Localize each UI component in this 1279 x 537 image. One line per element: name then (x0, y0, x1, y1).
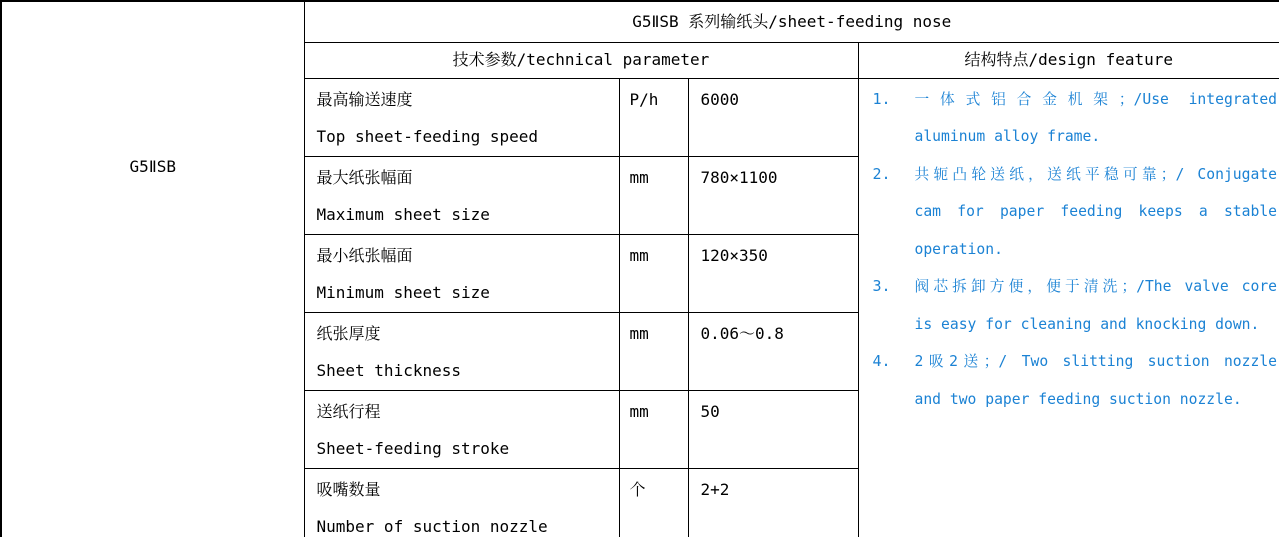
feature-text (915, 81, 1278, 156)
feature-line: aluminum alloy frame. (914, 128, 1101, 145)
param-value: 2+2 (688, 468, 858, 537)
feature-text (915, 156, 1278, 269)
param-unit: 个 (619, 468, 688, 537)
param-value: 780×1100 (688, 156, 858, 234)
param-name-cell (304, 390, 619, 468)
param-name-cn: 吸嘴数量 (316, 479, 381, 499)
feature-text (915, 268, 1278, 343)
model-cell (1, 1, 304, 537)
feature-number: 4. (872, 352, 891, 370)
parameters-column-header: 技术参数/technical parameter (304, 42, 858, 78)
feature-item (873, 156, 1278, 269)
param-value: 6000 (688, 78, 858, 156)
param-name-cn: 送纸行程 (316, 401, 381, 421)
features-cell (858, 78, 1279, 537)
feature-number: 2. (872, 164, 891, 183)
param-name-cn: 最大纸张幅面 (316, 167, 413, 187)
param-unit: mm (619, 234, 688, 312)
feature-line: 一体式铝合金机架；/Use integrated (914, 90, 1278, 108)
param-name-cell (304, 78, 619, 156)
feature-item (873, 343, 1278, 418)
feature-line: 2吸2送；/ Two slitting suction nozzle (914, 353, 1278, 370)
param-name-cn: 纸张厚度 (316, 323, 381, 343)
table-title: G5ⅡSB 系列输纸头/sheet-feeding nose (304, 1, 1279, 42)
param-name-cn: 最高输送速度 (316, 89, 413, 109)
feature-number: 1. (872, 89, 891, 108)
param-name-cell (304, 312, 619, 390)
param-value: 50 (688, 390, 858, 468)
param-name-cn: 最小纸张幅面 (316, 245, 413, 265)
param-name-cell (304, 156, 619, 234)
param-name-cell (304, 234, 619, 312)
features-column-header: 结构特点/design feature (858, 42, 1279, 78)
param-name-cell (304, 468, 619, 537)
feature-line: is easy for cleaning and knocking down. (914, 315, 1260, 333)
param-unit: mm (619, 312, 688, 390)
feature-text (915, 343, 1278, 418)
param-name-en: Maximum sheet size (316, 205, 490, 224)
param-name-en: Sheet thickness (316, 361, 461, 380)
param-name-en: Top sheet-feeding speed (316, 127, 539, 146)
feature-number: 3. (872, 277, 891, 295)
feature-line: and two paper feeding suction nozzle. (914, 390, 1242, 408)
param-unit: mm (619, 156, 688, 234)
feature-line: cam for paper feeding keeps a stable (914, 203, 1278, 220)
param-value: 120×350 (688, 234, 858, 312)
feature-item (873, 81, 1278, 156)
param-unit: P/h (619, 78, 688, 156)
param-name-en: Minimum sheet size (316, 283, 490, 302)
param-name-en: Number of suction nozzle (316, 517, 548, 536)
feature-line: 共轭凸轮送纸，送纸平稳可靠；/ Conjugate (914, 165, 1278, 183)
model-label: G5ⅡSB (129, 157, 176, 176)
param-name-en: Sheet-feeding stroke (316, 439, 510, 458)
feature-line: 阀芯拆卸方便，便于清洗；/The valve core (914, 278, 1278, 295)
feature-line: operation. (914, 240, 1003, 258)
feature-item (873, 268, 1278, 343)
param-unit: mm (619, 390, 688, 468)
param-value: 0.06～0.8 (688, 312, 858, 390)
